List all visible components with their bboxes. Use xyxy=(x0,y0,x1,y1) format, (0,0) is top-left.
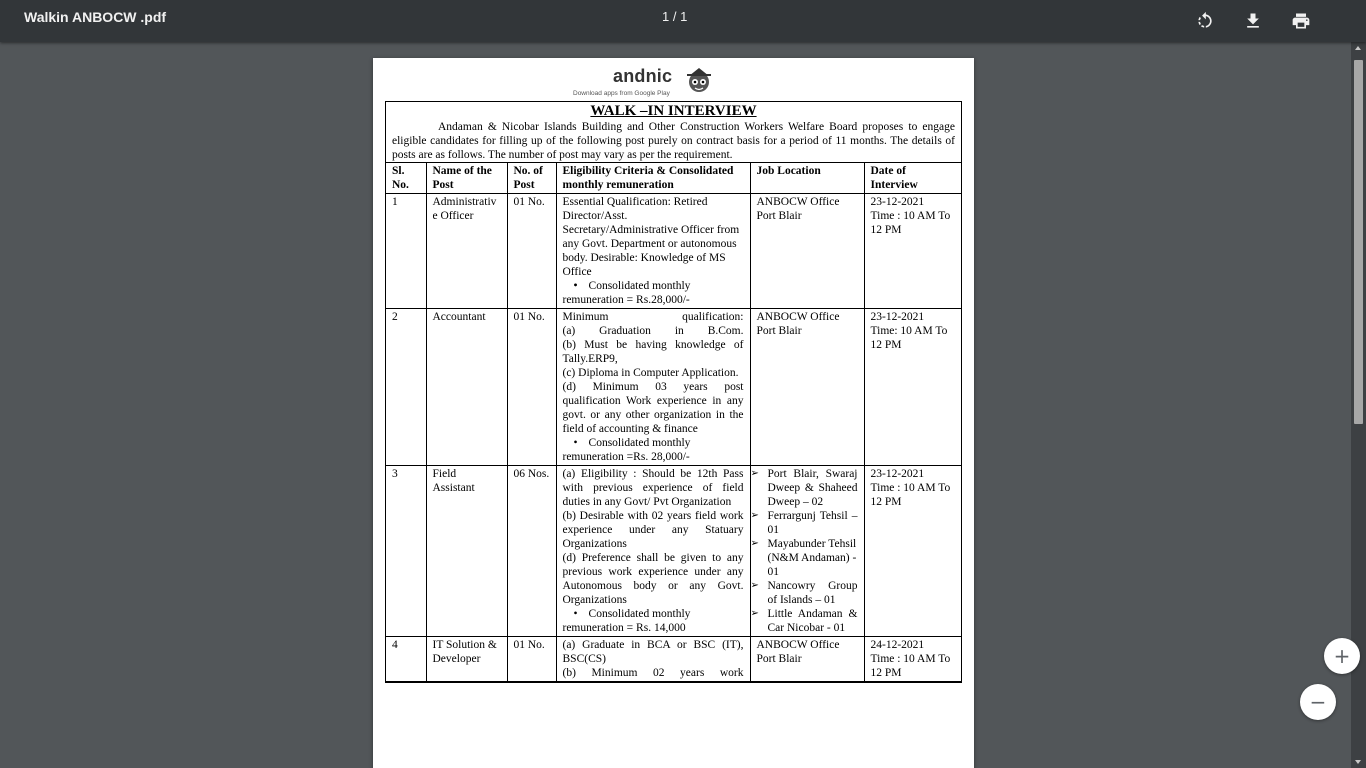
interview-date: 24-12-2021 xyxy=(870,639,925,651)
cell-post-count: 01 No. xyxy=(507,637,556,682)
brand-name: andnic xyxy=(613,66,673,86)
cell-post-name: Field Assistant xyxy=(426,466,507,637)
table-header-row xyxy=(386,163,961,194)
col-header-location: Job Location xyxy=(750,163,864,194)
posts-table xyxy=(386,162,961,682)
rotate-button[interactable] xyxy=(1189,5,1221,37)
cell-post-count: 06 Nos. xyxy=(507,466,556,637)
location-item xyxy=(751,467,858,509)
document-heading: WALK –IN INTERVIEW xyxy=(590,103,757,119)
location-text: Little Andaman & Car Nicobar - 01 xyxy=(767,608,858,634)
print-icon xyxy=(1291,11,1311,31)
location-item xyxy=(751,509,858,537)
arrow-bullet-icon: ➢ xyxy=(750,468,759,479)
interview-date: 23-12-2021 xyxy=(870,311,925,323)
cell-sl: 1 xyxy=(386,194,426,309)
cell-eligibility xyxy=(556,194,750,309)
brand-subtitle: Download apps from Google Play xyxy=(573,90,670,97)
remuneration-bullet: • Consolidated monthly remuneration =Rs. 28,000/- xyxy=(562,437,691,463)
page-indicator: 1 / 1 xyxy=(662,9,688,24)
cell-sl: 2 xyxy=(386,309,426,466)
cell-post-name: Accountant xyxy=(426,309,507,466)
cell-sl: 4 xyxy=(386,637,426,682)
cell-location: ANBOCW Office Port Blair xyxy=(750,194,864,309)
interview-time: Time : 10 AM To 12 PM xyxy=(870,482,951,508)
minus-icon: − xyxy=(1309,690,1327,714)
table-row xyxy=(386,194,961,309)
col-header-no: No. of Post xyxy=(507,163,556,194)
cell-eligibility xyxy=(556,309,750,466)
cell-eligibility xyxy=(556,637,750,682)
interview-time: Time: 10 AM To 12 PM xyxy=(870,325,948,351)
cell-post-count: 01 No. xyxy=(507,194,556,309)
cell-location: ANBOCW Office Port Blair xyxy=(750,309,864,466)
table-row xyxy=(386,309,961,466)
cell-eligibility xyxy=(556,466,750,637)
remuneration-text: Consolidated monthly remuneration = Rs. 14,000 xyxy=(562,608,691,634)
document-content xyxy=(385,101,962,683)
eligibility-line: (a) Graduate in BCA or BSC (IT), BSC(CS) xyxy=(562,639,744,665)
scrollbar-thumb[interactable] xyxy=(1354,60,1363,424)
eligibility-line: (a) Eligibility : Should be 12th Pass with previous experience of field duties in any Govt/ Pvt Organization xyxy=(562,468,744,508)
download-icon xyxy=(1243,11,1263,31)
cell-location: ANBOCW Office Port Blair xyxy=(750,637,864,682)
rotate-icon xyxy=(1195,11,1215,31)
pdf-toolbar xyxy=(0,0,1366,42)
interview-date: 23-12-2021 xyxy=(870,196,925,208)
arrow-bullet-icon: ➢ xyxy=(750,608,759,619)
cell-location xyxy=(750,466,864,637)
print-button[interactable] xyxy=(1285,5,1317,37)
arrow-bullet-icon: ➢ xyxy=(750,538,759,549)
eligibility-line: (c) Diploma in Computer Application. xyxy=(562,367,739,379)
cell-date xyxy=(864,309,961,466)
eligibility-text: Essential Qualification: Retired Director/Asst. Secretary/Administrative Officer from any Govt. Department or autonomous body. Desirable: Knowledge of MS Office xyxy=(562,196,740,278)
zoom-in-button[interactable] xyxy=(1324,638,1360,674)
remuneration-text: Consolidated monthly remuneration =Rs. 28,000/- xyxy=(562,437,691,463)
location-text: Port Blair, Swaraj Dweep & Shaheed Dweep – 02 xyxy=(767,468,858,508)
table-row xyxy=(386,637,961,682)
interview-time: Time : 10 AM To 12 PM xyxy=(870,653,951,679)
interview-date: 23-12-2021 xyxy=(870,468,925,480)
document-title: Walkin ANBOCW .pdf xyxy=(24,9,167,25)
cell-date xyxy=(864,637,961,682)
col-header-date: Date of Interview xyxy=(864,163,961,194)
location-text: Nancowry Group of Islands – 01 xyxy=(767,580,858,606)
zoom-out-button[interactable] xyxy=(1300,684,1336,720)
eligibility-line: (b) Minimum 02 years work xyxy=(562,667,744,679)
eligibility-line: (a) Graduation in B.Com. xyxy=(562,325,744,337)
cell-date xyxy=(864,466,961,637)
cell-date xyxy=(864,194,961,309)
brand-header xyxy=(573,64,773,96)
scroll-down-arrow-icon[interactable] xyxy=(1355,760,1361,764)
arrow-bullet-icon: ➢ xyxy=(750,580,759,591)
remuneration-bullet: • Consolidated monthly remuneration = Rs. 14,000 xyxy=(562,608,691,634)
eligibility-line: (b) Desirable with 02 years field work experience under any Statuary Organizations xyxy=(562,510,744,550)
cell-post-name: Administrative Officer xyxy=(426,194,507,309)
eligibility-line: (b) Must be having knowledge of Tally.ERP9, xyxy=(562,339,744,365)
eligibility-line: (d) Preference shall be given to any previous work experience under any Autonomous body or any Govt. Organizations xyxy=(562,552,744,606)
location-item xyxy=(751,579,858,607)
location-text: Mayabunder Tehsil (N&M Andaman) - 01 xyxy=(767,538,857,578)
eligibility-line: Minimum qualification: xyxy=(562,311,744,323)
arrow-bullet-icon: ➢ xyxy=(750,510,759,521)
remuneration-bullet: • • Consolidated monthly remuneration = Rs.28,000/- xyxy=(563,279,744,307)
cell-sl: 3 xyxy=(386,466,426,637)
download-button[interactable] xyxy=(1237,5,1269,37)
remuneration-text: Consolidated monthly remuneration = Rs.28,000/- xyxy=(562,280,691,306)
scroll-up-arrow-icon[interactable] xyxy=(1355,46,1361,50)
plus-icon: + xyxy=(1333,644,1351,668)
document-intro: Andaman & Nicobar Islands Building and Other Construction Workers Welfare Board proposes to engage eligible candidates for filling up of the following post purely on contract basis for a period of 11 months. The details of posts are as follows. The number of post may vary as per the requirement. xyxy=(392,121,955,161)
table-row xyxy=(386,466,961,637)
eligibility-line: (d) Minimum 03 years post qualification Work experience in any govt. or any other organization in the field of accounting & finance xyxy=(562,381,744,435)
brand-logo-icon xyxy=(683,64,715,94)
cell-post-name: IT Solution & Developer xyxy=(426,637,507,682)
col-header-eligibility: Eligibility Criteria & Consolidated monthly remuneration xyxy=(556,163,750,194)
cell-post-count: 01 No. xyxy=(507,309,556,466)
interview-time: Time : 10 AM To 12 PM xyxy=(870,210,951,236)
pdf-page xyxy=(373,58,974,768)
location-text: Ferrargunj Tehsil – 01 xyxy=(767,510,858,536)
col-header-sl: Sl. No. xyxy=(386,163,426,194)
location-item xyxy=(751,607,858,635)
col-header-name: Name of the Post xyxy=(426,163,507,194)
location-item xyxy=(751,537,858,579)
